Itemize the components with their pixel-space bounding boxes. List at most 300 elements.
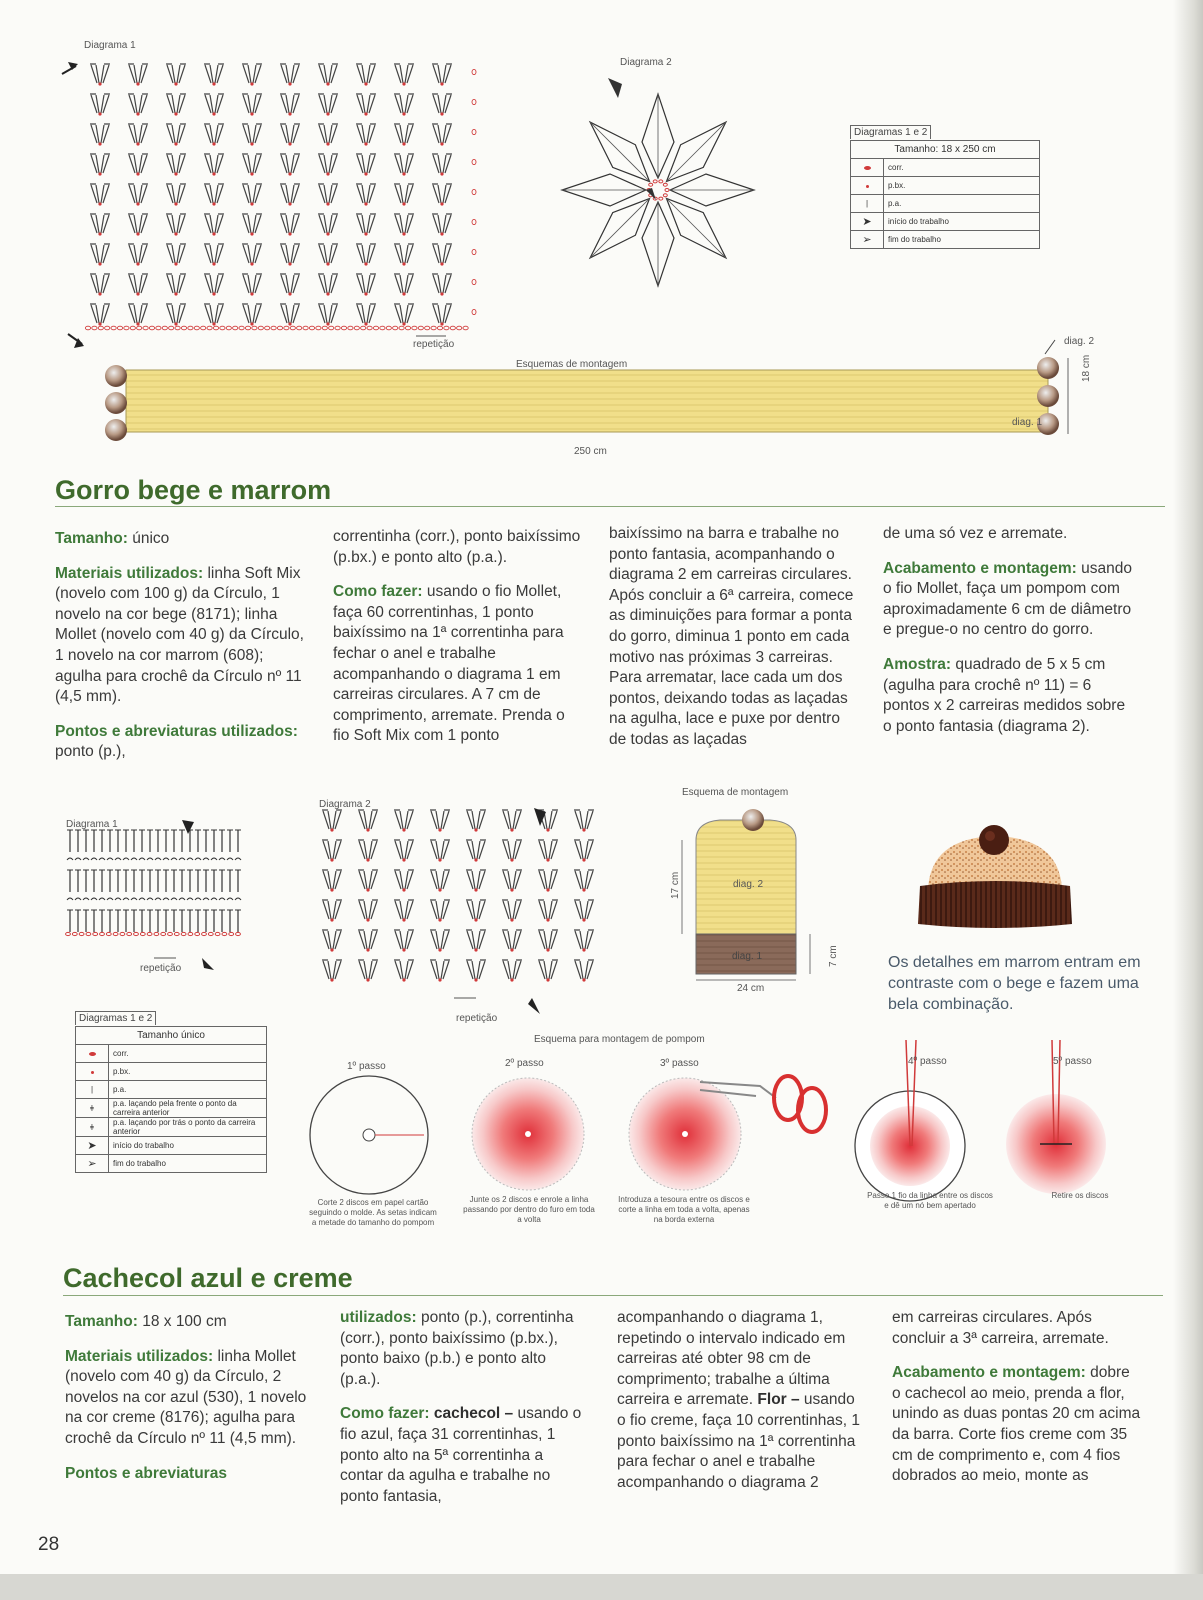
- stitch-symbol: [128, 64, 148, 86]
- gorro-size-value: único: [127, 530, 170, 547]
- stitch-symbol: [166, 214, 186, 236]
- diagram1-mid-chart: [64, 818, 260, 978]
- legend-mid-row: início do trabalho: [109, 1137, 267, 1155]
- stitch-hook: [195, 898, 201, 900]
- legend-mid-row: corr.: [109, 1045, 267, 1063]
- chain-stitch: [86, 932, 91, 935]
- legend-top-row: p.a.: [884, 195, 1040, 213]
- chain-stitch: [659, 197, 663, 200]
- stitch-symbol: [242, 94, 262, 116]
- legend-top-row: corr.: [884, 159, 1040, 177]
- cachecol-how-text: usando o fio azul, faça 31 correntinhas, 1 ponto alto na 5ª correntinha a contar da agulha e trabalhe no ponto fantasia,: [340, 1405, 582, 1505]
- legend-stick-symbol: |: [76, 1081, 109, 1099]
- stitch-symbol: [358, 930, 378, 952]
- stitch-symbol: [204, 304, 224, 326]
- pompom-title: Esquema para montagem de pompom: [534, 1034, 705, 1045]
- legend-top-header: Diagramas 1 e 2: [850, 125, 931, 139]
- stitch-symbol: [574, 840, 594, 862]
- stitch-symbol: [166, 274, 186, 296]
- stitch-symbol: [280, 94, 300, 116]
- stitch-symbol: [466, 840, 486, 862]
- gorro-size-label: Tamanho:: [55, 530, 128, 547]
- chain-stitch: [472, 249, 476, 254]
- stitch-symbol: [128, 244, 148, 266]
- stitch-symbol: [502, 900, 522, 922]
- stitch-symbol: [128, 94, 148, 116]
- arrow-solid-icon: ➤: [76, 1137, 109, 1155]
- stitch-hook: [147, 858, 153, 860]
- legend-mid-row: p.bx.: [109, 1063, 267, 1081]
- stitch-symbol: [432, 64, 452, 86]
- cachecol-how-sub: cachecol –: [429, 1405, 514, 1423]
- stitch-symbol: [432, 154, 452, 176]
- stitch-symbol: [318, 154, 338, 176]
- cachecol-materials-label: Materiais utilizados:: [65, 1347, 214, 1365]
- gorro-col4-text1: de uma só vez e arremate.: [883, 525, 1068, 542]
- stitch-symbol: [358, 810, 378, 832]
- stitch-hook: [203, 858, 209, 860]
- stitch-symbol: [322, 870, 342, 892]
- scarf-height-label: 18 cm: [1081, 354, 1092, 382]
- gorro-sample-text: quadrado de 5 x 5 cm (agulha para crochê nº 11) = 6 pontos x 2 carreiras medidos sobre o ponto fantasia (diagrama 2).: [883, 655, 1126, 735]
- gorro-col3-text: baixíssimo na barra e trabalhe no ponto fantasia, acompanhando o diagrama 2 em carreiras circulares. Após concluir a 6ª carreira, comece as diminuições para formar a ponta do gorro, diminua 1 ponto em cada motivo nas próximas 3 carreiras. Para arrematar, lace cada um dos pontos, deixando todas as laçadas na agulha, lace e puxe por dentro de todas as laçadas: [609, 525, 854, 748]
- diagram1-top-chart: [60, 52, 500, 352]
- pompom-step2-label: 2º passo: [505, 1058, 544, 1069]
- stitch-symbol: [574, 960, 594, 982]
- stitch-hook: [123, 898, 129, 900]
- chain-stitch: [229, 932, 234, 935]
- pompom-step4-label: 4º passo: [908, 1056, 947, 1067]
- diagram2-mid-repeat-label: repetição: [456, 1013, 498, 1024]
- gorro-finish-label: Acabamento e montagem:: [883, 559, 1077, 577]
- stitch-symbol: [502, 930, 522, 952]
- diagram2-top-label: Diagrama 2: [620, 57, 672, 68]
- chain-stitch: [120, 932, 125, 935]
- legend-top-row: p.bx.: [884, 177, 1040, 195]
- hat-photo: [910, 808, 1080, 938]
- arrow-solid-icon: ➤: [851, 213, 884, 231]
- stitch-symbol: [394, 870, 414, 892]
- stitch-hook: [203, 898, 209, 900]
- stitch-symbol: [128, 154, 148, 176]
- stitch-symbol: [128, 124, 148, 146]
- chain-stitch: [147, 932, 152, 935]
- gorro-points-text: ponto (p.),: [55, 743, 126, 761]
- stitch-symbol: [432, 274, 452, 296]
- stitch-symbol: [430, 960, 450, 982]
- cachecol-col4: [892, 1308, 1142, 1501]
- page-number: 28: [38, 1534, 60, 1555]
- stitch-hook: [147, 898, 153, 900]
- chain-stitch: [127, 932, 132, 935]
- legend-mid-row: fim do trabalho: [109, 1155, 267, 1173]
- stitch-hook: [227, 858, 233, 860]
- stitch-hook: [219, 858, 225, 860]
- legend-oval-symbol: [76, 1045, 109, 1063]
- scarf-scheme-title: Esquemas de montagem: [516, 359, 628, 370]
- cachecol-utilized-label: utilizados:: [340, 1309, 417, 1326]
- stitch-symbol: [430, 840, 450, 862]
- chain-stitch: [79, 932, 84, 935]
- stitch-hook: [83, 858, 89, 860]
- legend-mid-size: Tamanho único: [76, 1027, 267, 1045]
- petal-vein: [666, 198, 725, 257]
- stitch-symbol: [394, 94, 414, 116]
- stitch-hook: [131, 898, 137, 900]
- hat-scheme-title: Esquema de montagem: [682, 787, 789, 798]
- stitch-symbol: [90, 274, 110, 296]
- stitch-symbol: [394, 154, 414, 176]
- stitch-symbol: [394, 64, 414, 86]
- cachecol-utilized-text: ponto (p.), correntinha (corr.), ponto baixíssimo (p.bx.), ponto baixo (p.b.) e ponto alto (p.a.).: [340, 1309, 574, 1388]
- diagram1-top-repeat-label: repetição: [413, 339, 455, 350]
- stitch-symbol: [394, 900, 414, 922]
- diagram1-mid-label: Diagrama 1: [66, 819, 118, 830]
- page-fold-shadow: [1173, 0, 1203, 1600]
- stitch-symbol: [322, 930, 342, 952]
- gorro-col2-text1: correntinha (corr.), ponto baixíssimo (p.bx.) e ponto alto (p.a.).: [333, 528, 581, 566]
- stitch-symbol: [166, 154, 186, 176]
- cachecol-col3: [617, 1308, 862, 1493]
- stitch-symbol: [322, 900, 342, 922]
- stitch-symbol: [322, 810, 342, 832]
- stitch-symbol: [358, 960, 378, 982]
- stitch-symbol: [574, 870, 594, 892]
- pompom-step1-label: 1º passo: [347, 1061, 386, 1072]
- stitch-symbol: [358, 840, 378, 862]
- stitch-symbol: [538, 870, 558, 892]
- gorro-col1: [55, 529, 310, 777]
- chain-stitch: [140, 932, 145, 935]
- chain-stitch: [472, 99, 476, 104]
- stitch-symbol: [128, 184, 148, 206]
- stitch-symbol: [318, 124, 338, 146]
- stitch-symbol: [242, 214, 262, 236]
- stitch-symbol: [356, 154, 376, 176]
- cachecol-col1: [65, 1312, 320, 1498]
- stitch-symbol: [90, 244, 110, 266]
- petal-vein: [666, 122, 725, 181]
- stitch-symbol: [430, 810, 450, 832]
- stitch-symbol: [394, 214, 414, 236]
- cachecol-title: Cachecol azul e creme: [63, 1263, 353, 1293]
- chain-stitch: [85, 326, 90, 330]
- chain-stitch: [181, 932, 186, 935]
- stitch-hook: [115, 858, 121, 860]
- chain-stitch: [92, 326, 97, 330]
- stitch-hook: [91, 898, 97, 900]
- chain-stitch: [174, 932, 179, 935]
- chain-stitch: [113, 932, 118, 935]
- stitch-symbol: [128, 304, 148, 326]
- cachecol-col3-text1: acompanhando o diagrama 1, repetindo o intervalo indicado em carreiras até obter 98 cm de comprimento; trabalhe a última carreira e arremate.: [617, 1309, 846, 1409]
- stitch-symbol: [538, 960, 558, 982]
- stitch-hook: [171, 858, 177, 860]
- stitch-symbol: [574, 810, 594, 832]
- stitch-symbol: [466, 900, 486, 922]
- stitch-symbol: [318, 274, 338, 296]
- stitch-symbol: [204, 184, 224, 206]
- stitch-hook: [107, 898, 113, 900]
- stitch-symbol: [166, 304, 186, 326]
- hat-scheme-diag2: diag. 2: [733, 879, 764, 890]
- gorro-materials-text: linha Soft Mix (novelo com 100 g) da Círculo, 1 novelo na cor bege (8171); linha Mollet (novelo com 40 g) da Círculo, 1 novelo na cor marrom (608); agulha para crochê da Círculo nº 11 (4,5 mm).: [55, 564, 304, 706]
- stitch-symbol: [502, 960, 522, 982]
- chain-stitch: [215, 932, 220, 935]
- legend-stick-back-symbol: ǂ: [76, 1118, 109, 1137]
- cachecol-title-rule: [63, 1295, 1163, 1296]
- chain-stitch: [208, 932, 213, 935]
- chain-stitch: [472, 309, 476, 314]
- pompom-step3-label: 3º passo: [660, 1058, 699, 1069]
- gorro-how-text: usando o fio Mollet, faça 60 correntinhas, 1 ponto baixíssimo na 1ª correntinha para fechar o anel e trabalhe acompanhando o diagrama 1 em carreiras circulares. A 7 cm de comprimento, arremate. Prenda o fio Soft Mix com 1 ponto: [333, 583, 565, 745]
- legend-mid-table: [75, 1026, 267, 1173]
- stitch-hook: [219, 898, 225, 900]
- stitch-symbol: [242, 244, 262, 266]
- stitch-hook: [195, 858, 201, 860]
- scan-bottom-edge: [0, 1574, 1203, 1600]
- arrow-outline-icon: ➢: [76, 1155, 109, 1173]
- diagram2-top-flower: [548, 70, 768, 300]
- stitch-hook: [187, 858, 193, 860]
- stitch-hook: [171, 898, 177, 900]
- stitch-symbol: [358, 900, 378, 922]
- stitch-hook: [187, 898, 193, 900]
- cachecol-how-label: Como fazer:: [340, 1405, 430, 1423]
- chain-stitch: [188, 932, 193, 935]
- cachecol-size-value: 18 x 100 cm: [137, 1313, 227, 1330]
- stitch-symbol: [432, 244, 452, 266]
- chain-stitch: [665, 189, 669, 192]
- stitch-symbol: [242, 124, 262, 146]
- stitch-hook: [227, 898, 233, 900]
- stitch-hook: [75, 898, 81, 900]
- stitch-symbol: [204, 94, 224, 116]
- chain-stitch: [236, 932, 241, 935]
- stitch-symbol: [128, 214, 148, 236]
- gorro-points-label: Pontos e abreviaturas utilizados:: [55, 722, 298, 740]
- stitch-symbol: [432, 184, 452, 206]
- stitch-symbol: [280, 214, 300, 236]
- scarf-diag2-label: diag. 2: [1064, 336, 1095, 347]
- stitch-symbol: [280, 184, 300, 206]
- stitch-hook: [155, 898, 161, 900]
- pompom-step3-caption: Introduza a tesoura entre os discos e corte a linha em toda a volta, apenas na borda externa: [618, 1195, 750, 1224]
- cachecol-flor-text: usando o fio creme, faça 10 correntinhas, 1 ponto baixíssimo na 1ª correntinha para fechar o anel e trabalhe acompanhando o diagrama 2: [617, 1391, 860, 1491]
- stitch-hook: [107, 858, 113, 860]
- stitch-symbol: [574, 930, 594, 952]
- stitch-symbol: [280, 274, 300, 296]
- diagram2-mid-label: Diagrama 2: [319, 799, 371, 810]
- stitch-hook: [75, 858, 81, 860]
- cachecol-points-label: Pontos e abreviaturas: [65, 1464, 227, 1482]
- stitch-hook: [179, 858, 185, 860]
- stitch-hook: [139, 898, 145, 900]
- stitch-symbol: [90, 214, 110, 236]
- stitch-symbol: [538, 900, 558, 922]
- stitch-symbol: [280, 124, 300, 146]
- chain-stitch: [106, 932, 111, 935]
- stitch-hook: [123, 858, 129, 860]
- stitch-symbol: [466, 960, 486, 982]
- chain-stitch: [168, 932, 173, 935]
- stitch-symbol: [166, 184, 186, 206]
- pompom-step4-caption: Passe 1 fio da linha entre os discos e dê um nó bem apertado: [867, 1191, 993, 1210]
- stitch-symbol: [356, 184, 376, 206]
- cachecol-size-label: Tamanho:: [65, 1313, 138, 1330]
- stitch-symbol: [358, 870, 378, 892]
- gorro-title: Gorro bege e marrom: [55, 475, 332, 505]
- stitch-hook: [99, 898, 105, 900]
- stitch-symbol: [90, 124, 110, 146]
- stitch-symbol: [394, 244, 414, 266]
- stitch-symbol: [204, 274, 224, 296]
- legend-top-row: fim do trabalho: [884, 231, 1040, 249]
- stitch-symbol: [394, 304, 414, 326]
- legend-mid-row: p.a.: [109, 1081, 267, 1099]
- chain-stitch: [653, 180, 657, 183]
- stitch-symbol: [204, 64, 224, 86]
- cachecol-materials-text: linha Mollet (novelo com 40 g) da Círculo, 2 novelos na cor azul (530), 1 novelo na cor creme (8176); agulha para crochê da Círculo nº 11 (4,5 mm).: [65, 1347, 307, 1447]
- chain-stitch: [472, 219, 476, 224]
- stitch-symbol: [356, 64, 376, 86]
- cachecol-col2: [340, 1308, 585, 1521]
- stitch-symbol: [466, 810, 486, 832]
- stitch-symbol: [242, 154, 262, 176]
- legend-mid: [75, 1008, 267, 1173]
- stitch-symbol: [322, 960, 342, 982]
- chain-stitch: [472, 189, 476, 194]
- stitch-symbol: [90, 184, 110, 206]
- hat-scheme-height17: 17 cm: [670, 871, 681, 899]
- stitch-symbol: [430, 870, 450, 892]
- chain-stitch: [663, 183, 667, 186]
- legend-stick-front-symbol: ǂ: [76, 1099, 109, 1118]
- chain-stitch: [472, 69, 476, 74]
- gorro-sample-label: Amostra:: [883, 655, 952, 673]
- stitch-symbol: [432, 94, 452, 116]
- stitch-symbol: [242, 184, 262, 206]
- chain-stitch: [472, 159, 476, 164]
- scarf-width-label: 250 cm: [574, 446, 607, 457]
- stitch-symbol: [394, 184, 414, 206]
- stitch-symbol: [128, 274, 148, 296]
- stitch-symbol: [204, 244, 224, 266]
- gorro-photo-caption: Os detalhes em marrom entram em contraste com o bege e fazem uma bela combinação.: [888, 954, 1141, 1013]
- stitch-symbol: [322, 840, 342, 862]
- stitch-hook: [91, 858, 97, 860]
- stitch-hook: [131, 858, 137, 860]
- stitch-symbol: [280, 154, 300, 176]
- legend-top: [850, 122, 1040, 249]
- diagram1-top-label: Diagrama 1: [84, 40, 136, 51]
- stitch-symbol: [90, 154, 110, 176]
- legend-mid-row: p.a. laçando pela frente o ponto da carreira anterior: [109, 1099, 267, 1118]
- legend-dot-symbol: [76, 1063, 109, 1081]
- stitch-symbol: [90, 64, 110, 86]
- stitch-symbol: [356, 304, 376, 326]
- stitch-symbol: [466, 870, 486, 892]
- legend-mid-row: p.a. laçando por trás o ponto da carreira anterior: [109, 1118, 267, 1137]
- stitch-hook: [179, 898, 185, 900]
- cachecol-flor-label: Flor –: [757, 1391, 800, 1409]
- hat-scheme-height7: 7 cm: [828, 945, 839, 967]
- stitch-symbol: [166, 94, 186, 116]
- gorro-how-label: Como fazer:: [333, 583, 423, 601]
- chain-stitch: [472, 279, 476, 284]
- gorro-finish-text: usando o fio Mollet, faça um pompom com aproximadamente 6 cm de diâmetro e pregue-o no centro do gorro.: [883, 559, 1132, 639]
- cachecol-finish-text: dobre o cachecol ao meio, prenda a flor, unindo as duas pontas 20 cm acima da barra. Corte fios creme com 35 cm de comprimento e, com 4 fios dobrados ao meio, monte as: [892, 1364, 1141, 1485]
- stitch-symbol: [502, 840, 522, 862]
- legend-stick-symbol: |: [851, 195, 884, 213]
- chain-stitch: [66, 932, 71, 935]
- stitch-hook: [67, 858, 73, 860]
- chain-stitch: [195, 932, 200, 935]
- stitch-hook: [163, 858, 169, 860]
- stitch-symbol: [502, 810, 522, 832]
- chain-stitch: [100, 932, 105, 935]
- stitch-symbol: [538, 930, 558, 952]
- legend-mid-header: Diagramas 1 e 2: [75, 1011, 156, 1025]
- stitch-symbol: [280, 304, 300, 326]
- chain-stitch: [663, 194, 667, 197]
- stitch-symbol: [318, 64, 338, 86]
- stitch-hook: [67, 898, 73, 900]
- stitch-symbol: [318, 94, 338, 116]
- diagram1-mid-repeat-label: repetição: [140, 963, 182, 974]
- stitch-hook: [155, 858, 161, 860]
- stitch-hook: [83, 898, 89, 900]
- stitch-symbol: [574, 900, 594, 922]
- petal-vein: [590, 198, 649, 257]
- stitch-symbol: [166, 244, 186, 266]
- diagram2-mid-chart: [318, 806, 618, 1016]
- stitch-symbol: [394, 930, 414, 952]
- stitch-symbol: [432, 304, 452, 326]
- stitch-hook: [163, 898, 169, 900]
- stitch-hook: [211, 858, 217, 860]
- stitch-symbol: [432, 124, 452, 146]
- stitch-symbol: [356, 214, 376, 236]
- legend-oval-symbol: [851, 159, 884, 177]
- stitch-symbol: [394, 960, 414, 982]
- stitch-hook: [115, 898, 121, 900]
- stitch-symbol: [394, 274, 414, 296]
- stitch-symbol: [432, 214, 452, 236]
- stitch-symbol: [356, 94, 376, 116]
- stitch-symbol: [318, 214, 338, 236]
- chain-stitch: [72, 932, 77, 935]
- stitch-symbol: [166, 124, 186, 146]
- stitch-symbol: [356, 124, 376, 146]
- stitch-symbol: [538, 840, 558, 862]
- chain-stitch: [649, 183, 653, 186]
- chain-stitch: [202, 932, 207, 935]
- chain-stitch: [93, 932, 98, 935]
- hat-scheme-width24: 24 cm: [737, 983, 765, 994]
- stitch-symbol: [242, 64, 262, 86]
- pompom-step1-caption: Corte 2 discos em papel cartão seguindo o molde. As setas indicam a metade do tamanho do pompom: [309, 1198, 437, 1227]
- pompom-step2-caption: Junte os 2 discos e enrole a linha passando por dentro do furo em toda a volta: [463, 1195, 595, 1224]
- cachecol-finish-label: Acabamento e montagem:: [892, 1364, 1086, 1382]
- stitch-hook: [235, 898, 241, 900]
- petal-vein: [590, 122, 649, 181]
- stitch-symbol: [430, 930, 450, 952]
- hat-scheme-diag1: diag. 1: [732, 951, 763, 962]
- stitch-symbol: [394, 840, 414, 862]
- stitch-symbol: [394, 124, 414, 146]
- chain-stitch: [134, 932, 139, 935]
